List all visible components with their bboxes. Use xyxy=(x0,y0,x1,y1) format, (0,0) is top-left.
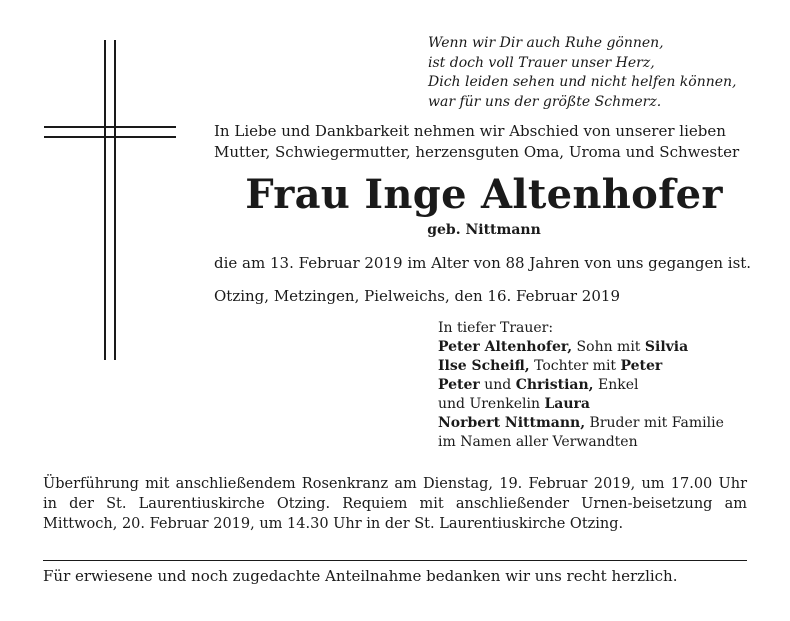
mourners-heading: In tiefer Trauer: xyxy=(438,320,554,336)
intro-line: In Liebe und Dankbarkeit nehmen wir Abschied von unserer lieben xyxy=(214,122,726,140)
mourner-name: Peter xyxy=(620,358,663,374)
mourner-relation: Enkel xyxy=(593,377,639,393)
poem-line: Dich leiden sehen und nicht helfen können, xyxy=(428,74,737,90)
mourner-name: Christian, xyxy=(515,377,594,393)
divider xyxy=(43,560,747,561)
born-name: geb. Nittmann xyxy=(427,222,541,238)
poem-line: ist doch voll Trauer unser Herz, xyxy=(428,54,655,71)
mourner-name: Laura xyxy=(544,396,590,412)
mourner-relation: Tochter mit xyxy=(529,358,621,374)
intro-text xyxy=(214,121,754,163)
mourner-relation: und Urenkelin xyxy=(438,396,545,412)
mourner-line xyxy=(438,433,758,452)
place-date: Otzing, Metzingen, Pielweichs, den 16. Februar 2019 xyxy=(214,287,620,305)
mourner-relation: und xyxy=(479,377,516,393)
poem-line: war für uns der größte Schmerz. xyxy=(428,93,662,110)
deceased-name: Frau Inge Altenhofer xyxy=(245,171,723,218)
mourner-name: Peter Altenhofer, xyxy=(438,339,573,355)
poem xyxy=(428,34,768,112)
mourner-relation: Bruder mit Familie xyxy=(585,415,724,431)
mourner-line xyxy=(438,414,758,433)
service-info: Überführung mit anschließendem Rosenkranz am Dienstag, 19. Februar 2019, um 17.00 Uhr in der St. Laurentiuskirche Otzing. Requiem mit anschließender Urnen-beisetzung am Mittwoch, 20. Februar 2019, um 14.30 Uhr in der St. Laurentiuskirche Otzing. xyxy=(43,476,747,532)
mourner-relation: im Namen aller Verwandten xyxy=(438,434,638,450)
thanks-text: Für erwiesene und noch zugedachte Anteilnahme bedanken wir uns recht herzlich. xyxy=(43,567,678,585)
mourner-name: Peter xyxy=(438,377,480,393)
mourner-line xyxy=(438,376,758,395)
mourner-name: Norbert Nittmann, xyxy=(438,415,586,431)
mourner-relation: Sohn mit xyxy=(572,339,645,355)
mourners-list xyxy=(438,319,758,452)
cross-icon xyxy=(44,40,178,362)
intro-line: Mutter, Schwiegermutter, herzensguten Oma, Uroma und Schwester xyxy=(214,143,740,161)
mourner-line xyxy=(438,357,758,376)
mourner-line xyxy=(438,395,758,414)
mourner-name: Silvia xyxy=(644,339,689,355)
mourner-name: Ilse Scheifl, xyxy=(438,358,530,374)
death-notice: die am 13. Februar 2019 im Alter von 88 Jahren von uns gegangen ist. xyxy=(214,254,752,272)
mourner-line xyxy=(438,338,758,357)
poem-line: Wenn wir Dir auch Ruhe gönnen, xyxy=(428,35,664,51)
